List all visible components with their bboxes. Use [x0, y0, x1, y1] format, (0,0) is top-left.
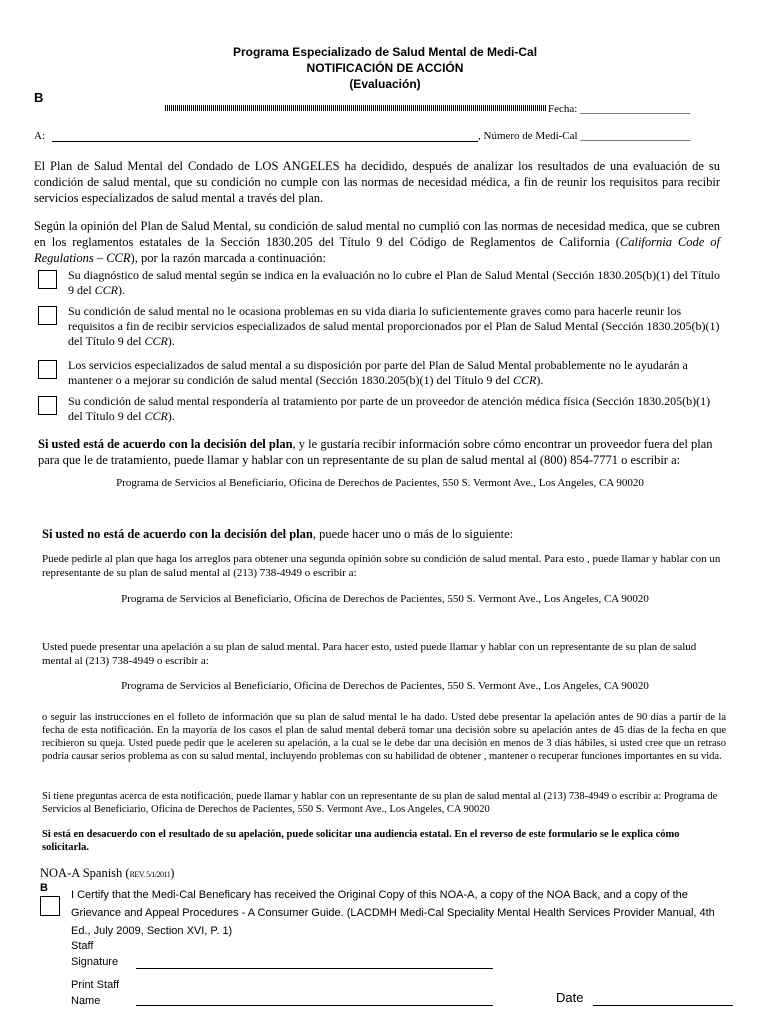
option-2-body: Su condición de salud mental no le ocasiona problemas en su vida diaria lo suficientemente graves como para hacerle reunir los requisitos a fin de recibir servicios especializados de salud mental proporcionados por el Plan de Salud Mental (Sección 1830.205(b)(1) del Título 9 del: [68, 304, 720, 348]
medi-cal-number-field: [478, 129, 690, 143]
certify-text: I Certify that the Medi-Cal Beneficary has received the Original Copy of this NOA-A, a copy of the NOA Back, and a copy of the Grievance and Appeal Procedures - A Consumer Guide. (LACDMH Medi-Cal Speciality Mental Health Services Provider Manual, 4th Ed., July 2009, Section XVI, P. 1): [71, 889, 715, 937]
print-name-line[interactable]: [136, 1005, 493, 1006]
name-label: Name: [71, 995, 101, 1007]
option-1-checkbox[interactable]: [38, 270, 57, 289]
medi-cal-number-label: , Número de Medi-Cal: [478, 130, 581, 142]
signature-label: Signature: [71, 956, 119, 968]
option-1-end: ).: [118, 283, 126, 297]
header-notice: NOTIFICACIÓN DE ACCIÓN: [306, 61, 464, 75]
reason-paragraph: [34, 218, 720, 266]
option-3-body: Los servicios especializados de salud mental a su disposición por parte del Plan de Salud Mental probablemente no le ayudarán a mantener o a mejorar su condición de salud mental (Sección 1830.205(b)(1) del Título 9 del: [68, 358, 688, 387]
agree-paragraph: [38, 436, 720, 468]
option-3-end: ).: [536, 373, 544, 387]
print-staff-label: Print Staff: [71, 979, 120, 991]
date-label: Date: [556, 990, 584, 1005]
option-4-ccr: CCR: [144, 409, 168, 423]
recipient-label: A:: [34, 130, 45, 142]
header-subtitle: (Evaluación): [349, 77, 421, 91]
header-title: Programa Especializado de Salud Mental de Medi-Cal: [232, 45, 538, 59]
follow-instructions-paragraph: o seguir las instrucciones en el folleto de información que su plan de salud mental le ha dado. Usted debe presentar la apelación antes de 90 días a partir de la fecha de esta notificación. En la mayoría de los casos el plan de salud mental deberá tomar una decisión sobre su apelación antes de 45 días de la fecha en que recibieron su queja. Usted puede pedir que le aceleren su apelación, a la cual se le debe dar una decisión en menos de 3 días hábiles, si usted cree que un retraso podría causar serios problema as con su salud mental, incluyendo problemas con su habilidad de obtener , mantener o recuperar funciones importantes en su vida.: [42, 712, 726, 762]
option-1-ccr: CCR: [94, 283, 119, 297]
option-3-ccr: CCR: [512, 373, 537, 387]
form-code: [40, 866, 174, 881]
option-2-ccr: CCR: [144, 334, 168, 348]
reason-text-a: Según la opinión del Plan de Salud Mental, su condición de salud mental no cumplió con las normas de necesidad medica, que se cubren en los reglamentos estatales de la Sección 1830.205 del Título 9 del Código de Reglamentos de California (: [34, 219, 720, 249]
option-1-text: [68, 268, 720, 298]
hearing-paragraph: Si está en desacuerdo con el resultado de su apelación, puede solicitar una audiencia estatal. En el reverso de este formulario se le explica cómo solicitarla.: [42, 829, 680, 853]
fecha-label: Fecha:: [548, 103, 581, 115]
option-2-text: [68, 304, 720, 349]
staff-label: Staff: [71, 940, 94, 952]
option-4-checkbox[interactable]: [38, 396, 57, 415]
disagree-rest: , puede hacer uno o más de lo siguiente:: [312, 527, 514, 541]
second-opinion-paragraph: Puede pedirle al plan que haga los arreglos para obtener una segunda opinión sobre su condición de salud mental. Para esto , puede llamar y hablar con un representante de su plan de salud mental al (213) 738-4949 o escribir a:: [42, 553, 721, 579]
disagree-heading: [42, 526, 722, 542]
medi-cal-number-blank: ____________________: [580, 130, 691, 142]
appeal-paragraph: Usted puede presentar una apelación a su plan de salud mental. Para hacer esto, usted puede llamar y hablar con un representante de su plan de salud mental al (213) 738-4949 o escribir a:: [42, 641, 697, 667]
recipient-line: [52, 141, 478, 142]
option-2-end: ).: [167, 334, 175, 348]
agree-address: Programa de Servicios al Beneficiario, Oficina de Derechos de Pacientes, 550 S. Vermont Ave., Los Angeles, CA 90020: [116, 477, 644, 489]
disagree-bold: Si usted no está de acuerdo con la decisión del plan: [42, 527, 313, 541]
corner-mark: B: [34, 90, 44, 105]
fecha-blank: ____________________: [580, 103, 691, 115]
date-line[interactable]: [593, 1005, 733, 1006]
option-1-body: Su diagnóstico de salud mental según se indica en la evaluación no lo cubre el Plan de Salud Mental (Sección 1830.205(b)(1) del Título 9 del: [68, 268, 720, 297]
appeal-address: Programa de Servicios al Beneficiario, Oficina de Derechos de Pacientes, 550 S. Vermont Ave., Los Angeles, CA 90020: [121, 680, 649, 692]
agree-bold: Si usted está de acuerdo con la decisión del plan: [38, 437, 293, 451]
barcode-strip: [165, 105, 547, 111]
option-2-checkbox[interactable]: [38, 306, 57, 325]
option-4-text: [68, 394, 720, 424]
reason-text-b: ), por la razón marcada a continuación:: [130, 251, 326, 265]
intro-paragraph: El Plan de Salud Mental del Condado de LOS ANGELES ha decidido, después de analizar los resultados de una evaluación de su condición de salud mental, que su condición no cumple con las normas de necesidad médica, a fin de reunir los requisitos para recibir servicios especializados de salud mental a través del plan.: [34, 159, 720, 205]
option-3-text: [68, 358, 720, 388]
form-code-label: NOA-A Spanish (: [40, 866, 130, 880]
questions-paragraph: Si tiene preguntas acerca de esta notificación, puede llamar y hablar con un representante de su plan de salud mental al (213) 738-4949 o escribir a: Programa de Servicios al Beneficiario, Oficina de Derechos de Pacientes, 550 S. Vermont Ave., Los Angeles, CA 90020: [42, 791, 718, 815]
form-code-close: ): [170, 866, 175, 880]
form-code-revision: REV. 5/1/2011: [129, 870, 171, 879]
option-4-end: ).: [167, 409, 175, 423]
option-4-body: Su condición de salud mental respondería al tratamiento por parte de un proveedor de atención médica física (Sección 1830.205(b)(1) del Título 9 del: [68, 394, 711, 423]
footer-corner-mark: B: [40, 882, 48, 894]
agree-rest: , y le gustaría recibir información sobre cómo encontrar un proveedor fuera del plan para que le de tratamiento, puede llamar y hablar con un representante de su plan de salud mental al (800) 854-7771 o escribir a:: [38, 437, 713, 467]
signature-line[interactable]: [136, 968, 493, 969]
option-3-checkbox[interactable]: [38, 360, 57, 379]
reason-italic: California Code of Regulations – CCR: [34, 235, 720, 265]
fecha-field: [548, 102, 690, 116]
certify-checkbox[interactable]: [40, 896, 60, 916]
second-opinion-address: Programa de Servicios al Beneficiario, Oficina de Derechos de Pacientes, 550 S. Vermont Ave., Los Angeles, CA 90020: [121, 593, 649, 605]
